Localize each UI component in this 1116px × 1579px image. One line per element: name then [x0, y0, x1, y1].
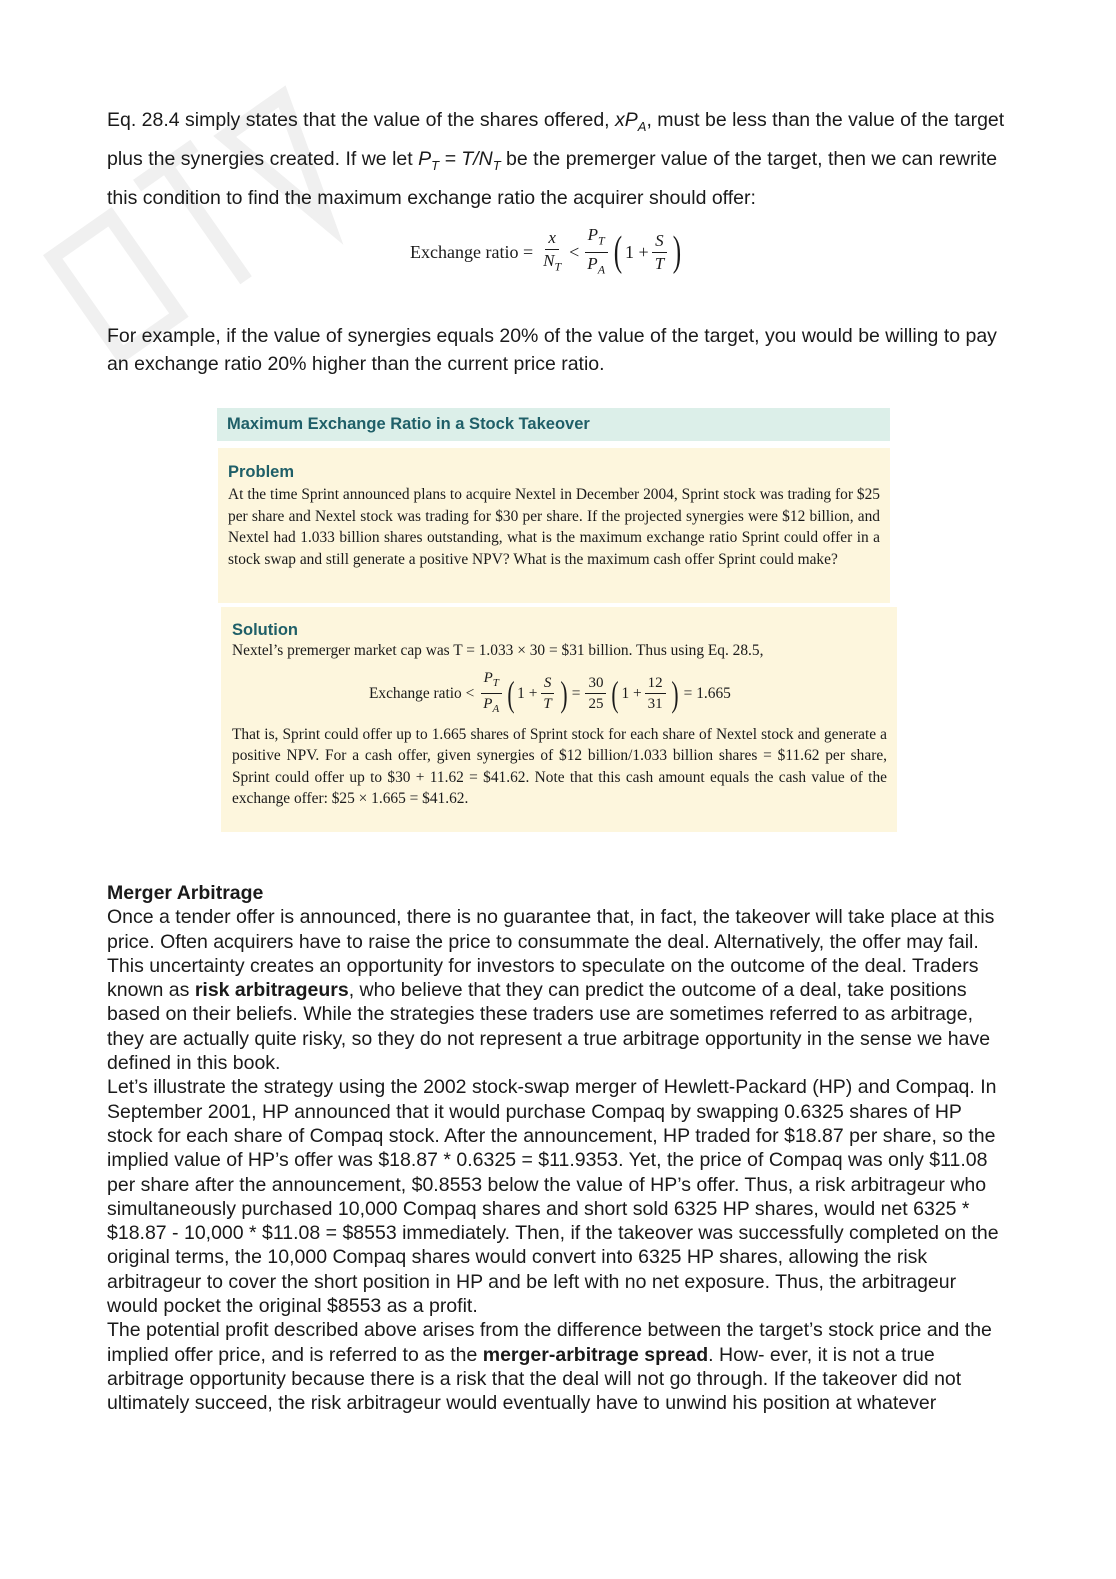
solution-box — [221, 607, 897, 832]
paragraph-3: Let’s illustrate the strategy using the 2002 stock-swap merger of Hewlett-Packard (HP) and Compaq. In September 2001, HP announced that it would purchase Compaq by swapping 0.6325 shares of HP stock for each share of Compaq stock. After the announcement, HP traded for $18.87 per share, so the implied value of HP’s offer was $18.87 * 0.6325 = $11.9353. Yet, the price of Compaq was only $11.08 per share after the announcement, $0.8553 below the value of HP’s offer. Thus, a risk arbitrageur who simultaneously purchased 10,000 Compaq shares and short sold 6325 HP shares, would net 6325 * $18.87 - 10,000 * $11.08 = $8553 immediately. Then, if the takeover was successfully completed on the original terms, the 10,000 Compaq shares would convert into 6325 HP shares, allowing the risk arbitrageur to cover the short position in HP and be left with no net exposure. Thus, the arbitrageur would pocket the original $8553 as a profit. — [107, 1076, 999, 1318]
example-paragraph: For example, if the value of synergies equals 20% of the value of the target, you would be willing to pay an exchange ratio 20% higher than the current price ratio. — [107, 325, 997, 375]
paragraph-4: The potential profit described above arises from the difference between the target’s stock price and the implied offer price, and is referred to as the merger-arbitrage spread. How- ever, it is not a true arbitrage opportunity because there is a risk that the deal will not go through. If the takeover did not ultimately succeed, the risk arbitrageur would eventually have to unwind his position at whatever — [107, 1319, 992, 1415]
merger-arbitrage-section — [107, 881, 1012, 1416]
paragraph-2: This uncertainty creates an opportunity for investors to speculate on the outcome of the deal. Traders known as risk arbitrageurs, who believe that they can predict the outcome of a deal, take positions based on their beliefs. While the strategies these traders use are sometimes referred to as arbitrage, they are actually quite risky, so they do not represent a true arbitrage opportunity in the sense we have defined in this book. — [107, 954, 991, 1075]
intro-paragraph: Eq. 28.4 simply states that the value of the shares offered, $xP_A$, must be less than the value of the target plus the synergies created. If we let $P_T = T/N_T$ be the premerger value of the target, then we can rewrite this condition to find the maximum exchange ratio the acquirer should offer: — [107, 109, 1005, 209]
problem-heading: Problem — [228, 463, 295, 481]
problem-text: At the time Sprint announced plans to acquire Nextel in December 2004, Sprint stock was trading for $25 per share and Nextel stock was trading for $30 per share. If the projected synergies were $12 billion, and Nextel had 1.033 billion shares outstanding, what is the maximum exchange ratio Sprint could offer in a stock swap and still generate a positive NPV? What is the maximum cash offer Sprint could make? — [228, 486, 880, 568]
example-box-title: Maximum Exchange Ratio in a Stock Takeover — [217, 408, 890, 441]
solution-text: That is, Sprint could offer up to 1.665 shares of Sprint stock for each share of Nextel stock and generate a positive NPV. For a cash offer, given synergies of $12 billion/1.033 billion shares = $11.62 per share, Sprint could offer up to $30 + 11.62 = $41.62. Note that this cash amount equals the cash value of the exchange offer: $25 × 1.665 = $41.62. — [232, 725, 887, 807]
solution-equation: Exchange ratio < $\frac{P_T}{P_A}$ ( 1 + $\frac{S}{T}$ ) = $\frac{30}{25}$ ( 1 + $\frac{12}{31}$ ) = 1.665 — [369, 670, 731, 715]
section-heading: Merger Arbitrage — [107, 882, 264, 904]
solution-line: Nextel’s premerger market cap was T = 1.033 × 30 = $31 billion. Thus using Eq. 28.5, — [232, 642, 764, 659]
term-risk-arbitrageurs: risk arbitrageurs — [194, 979, 349, 1002]
exchange-ratio-equation: Exchange ratio = $\frac{x}{N_T}$ < $\frac{P_T}{P_A}$ ( 1 + $\frac{S}{T}$ ) — [410, 225, 682, 276]
problem-box — [218, 448, 890, 603]
paragraph-1: Once a tender offer is announced, there is no guarantee that, in fact, the takeover will take place at this price. Often acquirers have to raise the price to consummate the deal. Alternatively, the offer may fail. — [107, 906, 995, 953]
solution-heading: Solution — [232, 621, 298, 639]
term-merger-arbitrage-spread: merger-arbitrage spread — [482, 1343, 709, 1366]
